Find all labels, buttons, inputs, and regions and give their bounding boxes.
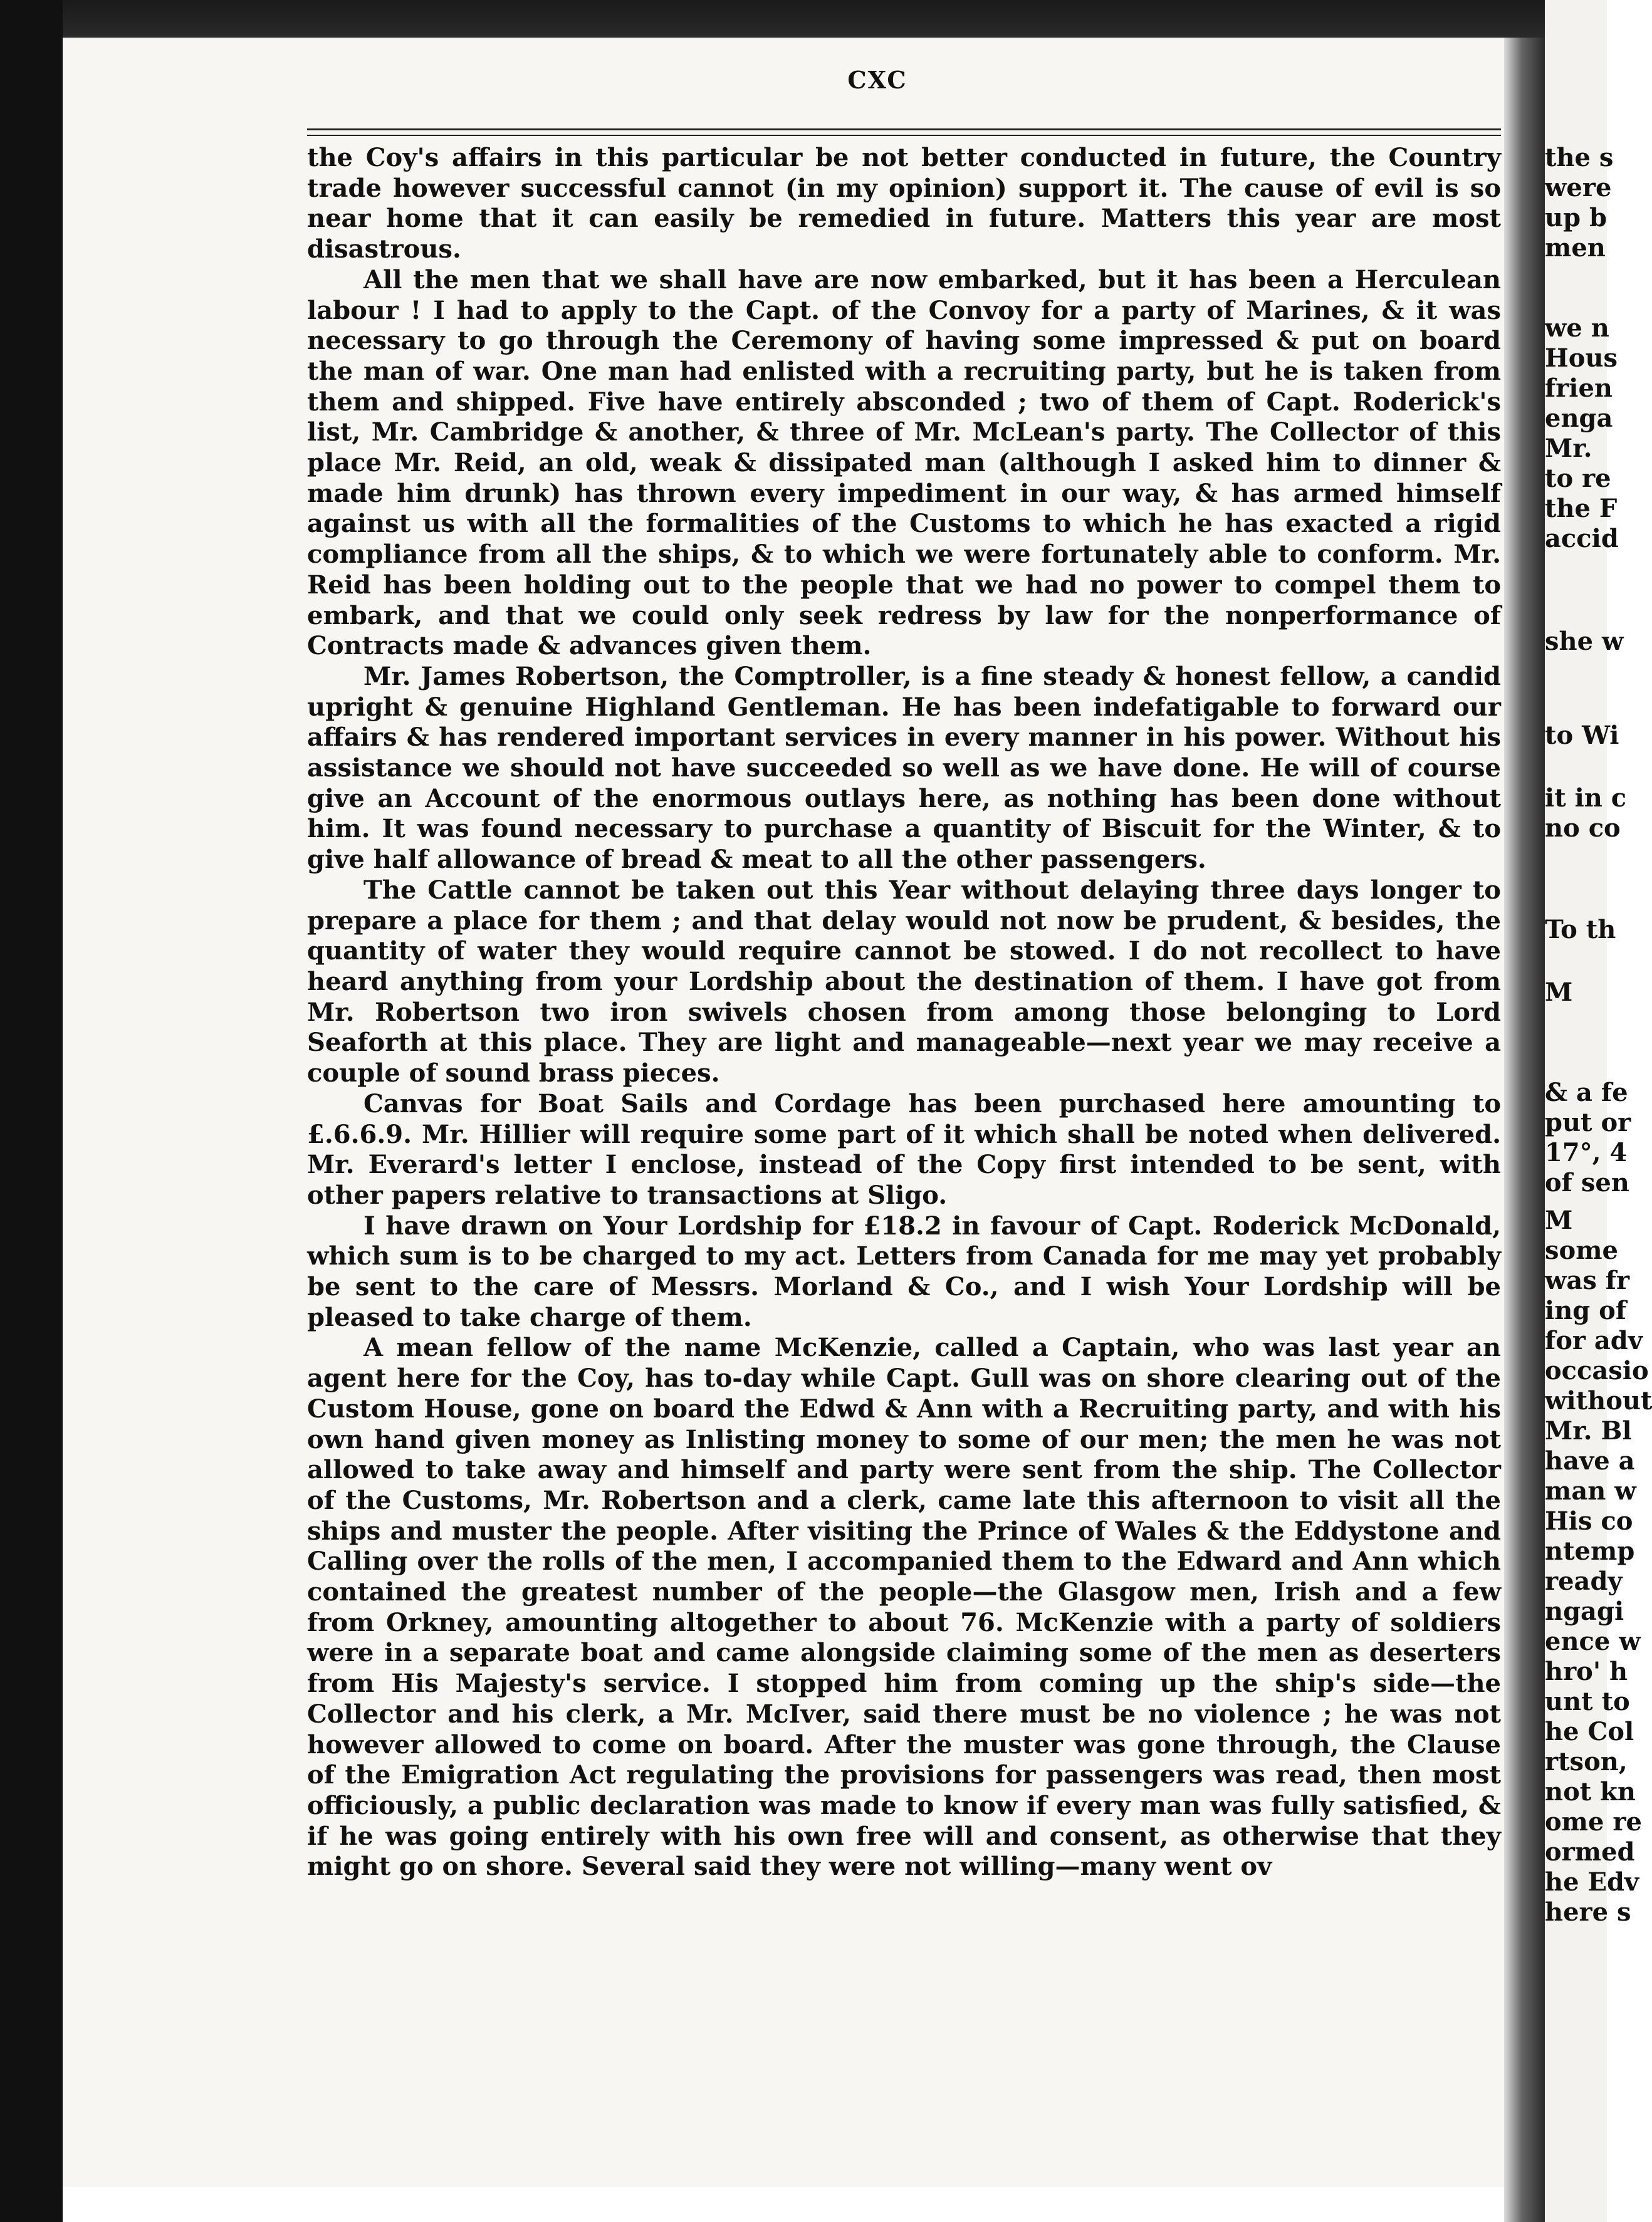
facing-page-fragment: accid: [1545, 524, 1619, 553]
facing-page-fragment: frien: [1545, 373, 1613, 403]
letter-body: [307, 143, 1501, 1882]
facing-page-fragment: the s: [1545, 143, 1614, 172]
facing-page-fragment: & a fe: [1545, 1078, 1628, 1107]
facing-page-fragment: he Edv: [1545, 1867, 1639, 1897]
facing-page-fragment: he Col: [1545, 1717, 1634, 1746]
facing-page-fragment: put or: [1545, 1108, 1631, 1137]
facing-page-fragment: enga: [1545, 404, 1613, 433]
facing-page-fragment: man w: [1545, 1476, 1636, 1506]
facing-page-fragment: men: [1545, 233, 1606, 263]
paragraph: The Cattle cannot be taken out this Year without delaying three days longer to prepare a place for them ; and that delay would not now be prudent, & besides, the quantity of water they would require cannot be stowed. I do not recollect to have heard anything from your Lordship about the destination of them. I have got from Mr. Robertson two iron swivels chosen from among those belonging to Lord Seaforth at this place. They are light and manageable—next year we may receive a couple of sound brass pieces.: [307, 875, 1501, 1088]
facing-page-fragment: here s: [1545, 1897, 1631, 1927]
facing-page-fragment: ormed: [1545, 1837, 1635, 1867]
facing-page-edge: [1545, 0, 1652, 2222]
facing-page-fragment: Hous: [1545, 343, 1618, 373]
facing-page-fragment: ing of: [1545, 1296, 1627, 1325]
paragraph: Mr. James Robertson, the Comptroller, is a fine steady & honest fellow, a candid upright & genuine Highland Gentleman. He has been indefatigable to forward our affairs & has rendered important services in every manner in his power. Without his assistance we should not have succeeded so well as we have done. He will of course give an Account of the enormous outlays here, as nothing has been done without him. It was found necessary to purchase a quantity of Biscuit for the Winter, & to give half allowance of bread & meat to all the other passengers.: [307, 661, 1501, 875]
facing-page-fragment: M: [1545, 1206, 1573, 1235]
facing-page-fragment: 17°, 4: [1545, 1138, 1628, 1167]
facing-page-fragment: ready: [1545, 1567, 1623, 1596]
facing-page-fragment: To th: [1545, 915, 1616, 944]
paragraph: I have drawn on Your Lordship for £18.2 in favour of Capt. Roderick McDonald, which sum is to be charged to my act. Letters from Canada for me may yet probably be sent to the care of Messrs. Morland & Co., and I wish Your Lordship will be pleased to take charge of them.: [307, 1211, 1501, 1332]
facing-page-fragment: ome re: [1545, 1807, 1642, 1837]
facing-page-fragment: ntemp: [1545, 1536, 1635, 1566]
facing-page-fragment: ence w: [1545, 1627, 1641, 1656]
paragraph: All the men that we shall have are now embarked, but it has been a Herculean labour ! I had to apply to the Capt. of the Convoy for a party of Marines, & it was necessary to go through the Ceremony of having some impressed & put on board the man of war. One man had enlisted with a recruiting party, but he is taken from them and shipped. Five have entirely absconded ; two of them of Capt. Roderick's list, Mr. Cambridge & another, & three of Mr. McLean's party. The Collector of this place Mr. Reid, an old, weak & dissipated man (although I asked him to dinner & made him drunk) has thrown every impediment in our way, & has armed himself against us with all the formalities of the Customs to which he has exacted a rigid compliance from all the ships, & to which we were fortunately able to conform. Mr. Reid has been holding out to the people that we had no power to compel them to embark, and that we could only seek redress by law for the nonperformance of Contracts made & advances given them.: [307, 264, 1501, 661]
facing-page-fragment: have a: [1545, 1446, 1635, 1476]
facing-page-fragment: the F: [1545, 494, 1618, 523]
facing-page-fragment: M: [1545, 978, 1573, 1007]
facing-page-fragment: to Wi: [1545, 721, 1619, 750]
facing-page-fragment: to re: [1545, 464, 1611, 493]
facing-page-fragment: of sen: [1545, 1168, 1629, 1197]
scan-border-top: [0, 0, 1607, 38]
facing-page-fragment: for adv: [1545, 1326, 1643, 1355]
facing-page-fragment: ngagi: [1545, 1597, 1624, 1626]
facing-page-fragment: we n: [1545, 313, 1609, 343]
facing-page-fragment: no co: [1545, 813, 1621, 843]
facing-page-fragment: it in c: [1545, 783, 1627, 813]
facing-page-fragment: Mr.: [1545, 434, 1592, 463]
header-rule-thin: [307, 135, 1501, 136]
facing-page-fragment: Mr. Bl: [1545, 1416, 1632, 1446]
facing-page-fragment: without: [1545, 1386, 1652, 1416]
book-gutter: [1504, 38, 1548, 2222]
facing-page-fragment: unt to: [1545, 1687, 1630, 1716]
facing-page-fragment: His co: [1545, 1506, 1633, 1536]
facing-page-fragment: up b: [1545, 203, 1607, 232]
facing-page-fragment: occasio: [1545, 1356, 1649, 1385]
header-rule: [307, 128, 1501, 130]
facing-page-fragment: hro' h: [1545, 1657, 1628, 1686]
facing-page-fragment: some: [1545, 1236, 1618, 1265]
paragraph: Canvas for Boat Sails and Cordage has been purchased here amounting to £.6.6.9. Mr. Hillier will require some part of it which shall be noted when delivered. Mr. Everard's letter I enclose, instead of the Copy first intended to be sent, with other papers relative to transactions at Sligo.: [307, 1088, 1501, 1210]
facing-page-fragment: were: [1545, 173, 1612, 202]
facing-page-fragment: was fr: [1545, 1266, 1630, 1295]
facing-page-fragment: not kn: [1545, 1777, 1636, 1807]
page-number: CXC: [847, 66, 907, 94]
paragraph: the Coy's affairs in this particular be not better conducted in future, the Country trade however successful cannot (in my opinion) support it. The cause of evil is so near home that it can easily be remedied in future. Matters this year are most disastrous.: [307, 143, 1501, 264]
facing-page-fragment: rtson,: [1545, 1747, 1628, 1776]
facing-page-fragment: she w: [1545, 627, 1624, 656]
paragraph: A mean fellow of the name McKenzie, called a Captain, who was last year an agent here for the Coy, has to-day while Capt. Gull was on shore clearing out of the Custom House, gone on board the Edwd & Ann with a Recruiting party, and with his own hand given money as Inlisting money to some of our men; the men he was not allowed to take away and himself and party were sent from the ship. The Collector of the Customs, Mr. Robertson and a clerk, came late this afternoon to visit all the ships and muster the people. After visiting the Prince of Wales & the Eddystone and Calling over the rolls of the men, I accompanied them to the Edward and Ann which contained the greatest number of the people—the Glasgow men, Irish and a few from Orkney, amounting altogether to about 76. McKenzie with a party of soldiers were in a separate boat and came alongside claiming some of the men as deserters from His Majesty's service. I stopped him from coming up the ship's side—the Collector and his clerk, a Mr. McIver, said there must be no violence ; he was not however allowed to come on board. After the muster was gone through, the Clause of the Emigration Act regulating the provisions for passengers was read, then most officiously, a public declaration was made to know if every man was fully satisfied, & if he was going entirely with his own free will and consent, as otherwise that they might go on shore. Several said they were not willing—many went ov: [307, 1333, 1501, 1882]
scan-border-left: [0, 0, 63, 2222]
